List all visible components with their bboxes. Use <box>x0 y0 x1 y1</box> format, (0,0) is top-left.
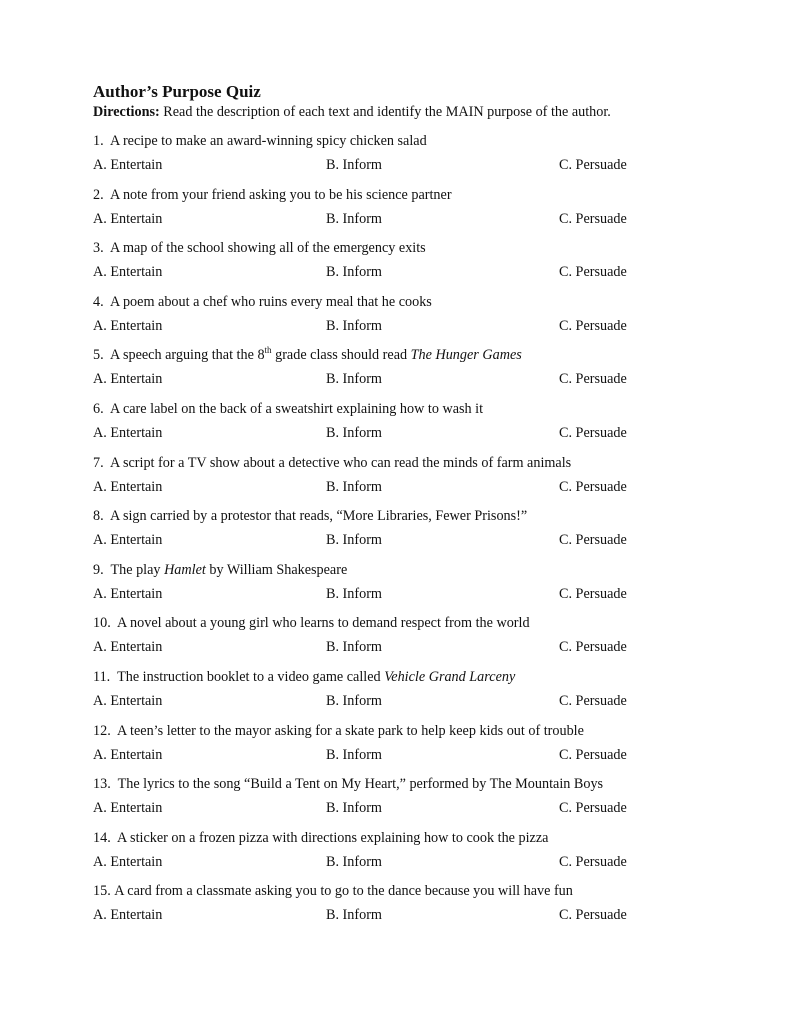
option-persuade[interactable]: C. Persuade <box>559 800 627 817</box>
question-text: 5. A speech arguing that the 8th grade class should read The Hunger Games <box>93 345 522 364</box>
option-inform[interactable]: B. Inform <box>326 692 382 709</box>
question-text: 12. A teen’s letter to the mayor asking for a skate park to help keep kids out of trouble <box>93 722 584 739</box>
option-inform[interactable]: B. Inform <box>326 907 382 924</box>
question-number: 14. <box>93 829 111 846</box>
answer-options <box>93 317 693 335</box>
question-1 <box>93 132 693 186</box>
question-number: 8. <box>93 508 104 525</box>
option-entertain[interactable]: A. Entertain <box>93 692 163 709</box>
question-13 <box>93 775 693 829</box>
quiz-page <box>93 82 693 936</box>
question-number: 2. <box>93 186 104 203</box>
option-inform[interactable]: B. Inform <box>326 210 382 227</box>
option-entertain[interactable]: A. Entertain <box>93 371 163 388</box>
option-entertain[interactable]: A. Entertain <box>93 907 163 924</box>
question-number: 10. <box>93 615 111 632</box>
question-text: 9. The play Hamlet by William Shakespeare <box>93 561 348 578</box>
option-inform[interactable]: B. Inform <box>326 424 382 441</box>
question-7 <box>93 454 693 508</box>
question-text: 6. A care label on the back of a sweatshirt explaining how to wash it <box>93 400 484 417</box>
question-14 <box>93 829 693 883</box>
directions-text: Read the description of each text and identify the MAIN purpose of the author. <box>159 104 611 120</box>
option-persuade[interactable]: C. Persuade <box>559 371 627 388</box>
directions <box>93 103 693 121</box>
option-entertain[interactable]: A. Entertain <box>93 210 163 227</box>
question-number: 3. <box>93 240 104 257</box>
question-12 <box>93 722 693 776</box>
question-number: 6. <box>93 400 104 417</box>
option-persuade[interactable]: C. Persuade <box>559 907 627 924</box>
question-6 <box>93 400 693 454</box>
option-entertain[interactable]: A. Entertain <box>93 746 163 763</box>
answer-options <box>93 478 693 496</box>
option-persuade[interactable]: C. Persuade <box>559 424 627 441</box>
question-8 <box>93 507 693 561</box>
option-inform[interactable]: B. Inform <box>326 371 382 388</box>
option-entertain[interactable]: A. Entertain <box>93 424 163 441</box>
option-entertain[interactable]: A. Entertain <box>93 639 163 656</box>
option-persuade[interactable]: C. Persuade <box>559 639 627 656</box>
option-inform[interactable]: B. Inform <box>326 746 382 763</box>
option-persuade[interactable]: C. Persuade <box>559 853 627 870</box>
question-text: 15. A card from a classmate asking you to go to the dance because you will have fun <box>93 883 573 900</box>
option-inform[interactable]: B. Inform <box>326 585 382 602</box>
option-entertain[interactable]: A. Entertain <box>93 532 163 549</box>
question-number: 5. <box>93 347 104 364</box>
option-persuade[interactable]: C. Persuade <box>559 157 627 173</box>
question-number: 4. <box>93 293 104 310</box>
question-text: 1. A recipe to make an award-winning spicy chicken salad <box>93 133 427 149</box>
question-number: 11. <box>93 668 111 685</box>
question-10 <box>93 614 693 668</box>
option-inform[interactable]: B. Inform <box>326 532 382 549</box>
page-title: Author’s Purpose Quiz <box>93 82 261 101</box>
option-inform[interactable]: B. Inform <box>326 317 382 334</box>
question-15 <box>93 882 693 936</box>
question-text: 10. A novel about a young girl who learns to demand respect from the world <box>93 615 530 632</box>
option-entertain[interactable]: A. Entertain <box>93 853 163 870</box>
question-number: 12. <box>93 722 111 739</box>
answer-options <box>93 210 693 228</box>
question-4 <box>93 293 693 347</box>
play-title: Hamlet <box>164 561 206 578</box>
option-entertain[interactable]: A. Entertain <box>93 800 163 817</box>
answer-options <box>93 156 693 174</box>
directions-label: Directions: <box>93 104 160 120</box>
question-number: 7. <box>93 454 104 471</box>
game-title: Vehicle Grand Larceny <box>384 668 516 685</box>
answer-options <box>93 531 693 549</box>
option-entertain[interactable]: A. Entertain <box>93 157 163 173</box>
option-persuade[interactable]: C. Persuade <box>559 478 627 495</box>
option-persuade[interactable]: C. Persuade <box>559 692 627 709</box>
question-3 <box>93 239 693 293</box>
answer-options <box>93 638 693 656</box>
option-inform[interactable]: B. Inform <box>326 157 382 173</box>
option-inform[interactable]: B. Inform <box>326 800 382 817</box>
answer-options <box>93 906 693 924</box>
option-inform[interactable]: B. Inform <box>326 478 382 495</box>
option-entertain[interactable]: A. Entertain <box>93 264 163 281</box>
option-inform[interactable]: B. Inform <box>326 639 382 656</box>
question-number: 13. <box>93 776 111 793</box>
question-list <box>93 132 693 936</box>
option-persuade[interactable]: C. Persuade <box>559 210 627 227</box>
answer-options <box>93 424 693 442</box>
question-text: 7. A script for a TV show about a detective who can read the minds of farm animals <box>93 454 572 471</box>
answer-options <box>93 692 693 710</box>
question-5 <box>93 346 693 400</box>
question-2 <box>93 186 693 240</box>
answer-options <box>93 799 693 817</box>
question-text: 3. A map of the school showing all of the emergency exits <box>93 240 426 257</box>
option-inform[interactable]: B. Inform <box>326 264 382 281</box>
question-text: 4. A poem about a chef who ruins every meal that he cooks <box>93 293 432 310</box>
option-entertain[interactable]: A. Entertain <box>93 585 163 602</box>
question-text: 2. A note from your friend asking you to be his science partner <box>93 186 452 203</box>
question-11 <box>93 668 693 722</box>
option-persuade[interactable]: C. Persuade <box>559 585 627 602</box>
answer-options <box>93 263 693 281</box>
answer-options <box>93 370 693 388</box>
question-text: 11. The instruction booklet to a video game called Vehicle Grand Larceny <box>93 668 516 685</box>
answer-options <box>93 853 693 871</box>
question-number: 1. <box>93 133 104 149</box>
option-persuade[interactable]: C. Persuade <box>559 264 627 281</box>
question-text: 13. The lyrics to the song “Build a Tent on My Heart,” performed by The Mountain Boys <box>93 776 604 793</box>
question-9 <box>93 561 693 615</box>
option-inform[interactable]: B. Inform <box>326 853 382 870</box>
question-number: 15. <box>93 883 111 900</box>
book-title: The Hunger Games <box>410 347 522 364</box>
option-persuade[interactable]: C. Persuade <box>559 317 627 334</box>
option-entertain[interactable]: A. Entertain <box>93 317 163 334</box>
option-persuade[interactable]: C. Persuade <box>559 746 627 763</box>
answer-options <box>93 746 693 764</box>
answer-options <box>93 585 693 603</box>
option-entertain[interactable]: A. Entertain <box>93 478 163 495</box>
option-persuade[interactable]: C. Persuade <box>559 532 627 549</box>
question-number: 9. <box>93 561 104 578</box>
question-text: 14. A sticker on a frozen pizza with directions explaining how to cook the pizza <box>93 829 549 846</box>
question-text: 8. A sign carried by a protestor that reads, “More Libraries, Fewer Prisons!” <box>93 508 528 525</box>
